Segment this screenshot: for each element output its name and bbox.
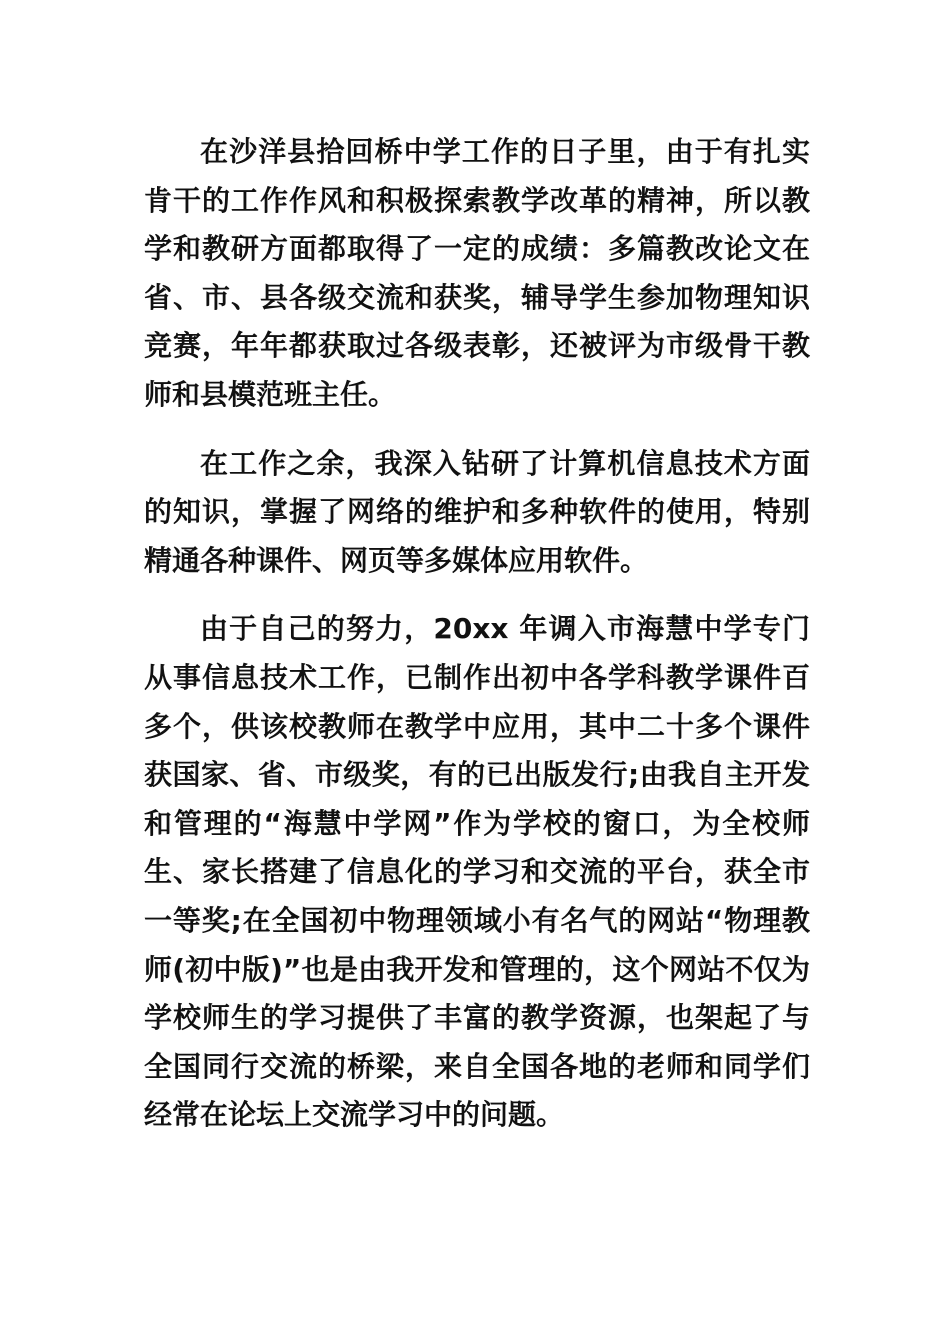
paragraph-it-work: 由于自己的努力，20xx 年调入市海慧中学专门从事信息技术工作，已制作出初中各学科教学课件百多个，供该校教师在教学中应用，其中二十多个课件获国家、省、市级奖，有的已出版发行;由我自主开发和管理的“海慧中学网”作为学校的窗口，为全校师生、家长搭建了信息化的学习和交流的平台，获全市一等奖;在全国初中物理领域小有名气的网站“物理教师(初中版)”也是由我开发和管理的，这个网站不仅为学校师生的学习提供了丰富的教学资源，也架起了与全国同行交流的桥梁，来自全国各地的老师和同学们经常在论坛上交流学习中的问题。 [144, 612, 810, 1132]
paragraph-computer-skills: 在工作之余，我深入钻研了计算机信息技术方面的知识，掌握了网络的维护和多种软件的使用，特别精通各种课件、网页等多媒体应用软件。 [144, 446, 810, 577]
document-body [144, 128, 810, 1160]
paragraph-work-achievements: 在沙洋县拾回桥中学工作的日子里，由于有扎实肯干的工作作风和积极探索教学改革的精神，所以教学和教研方面都取得了一定的成绩：多篇教改论文在省、市、县各级交流和获奖，辅导学生参加物理知识竞赛，年年都获取过各级表彰，还被评为市级骨干教师和县模范班主任。 [144, 135, 810, 411]
